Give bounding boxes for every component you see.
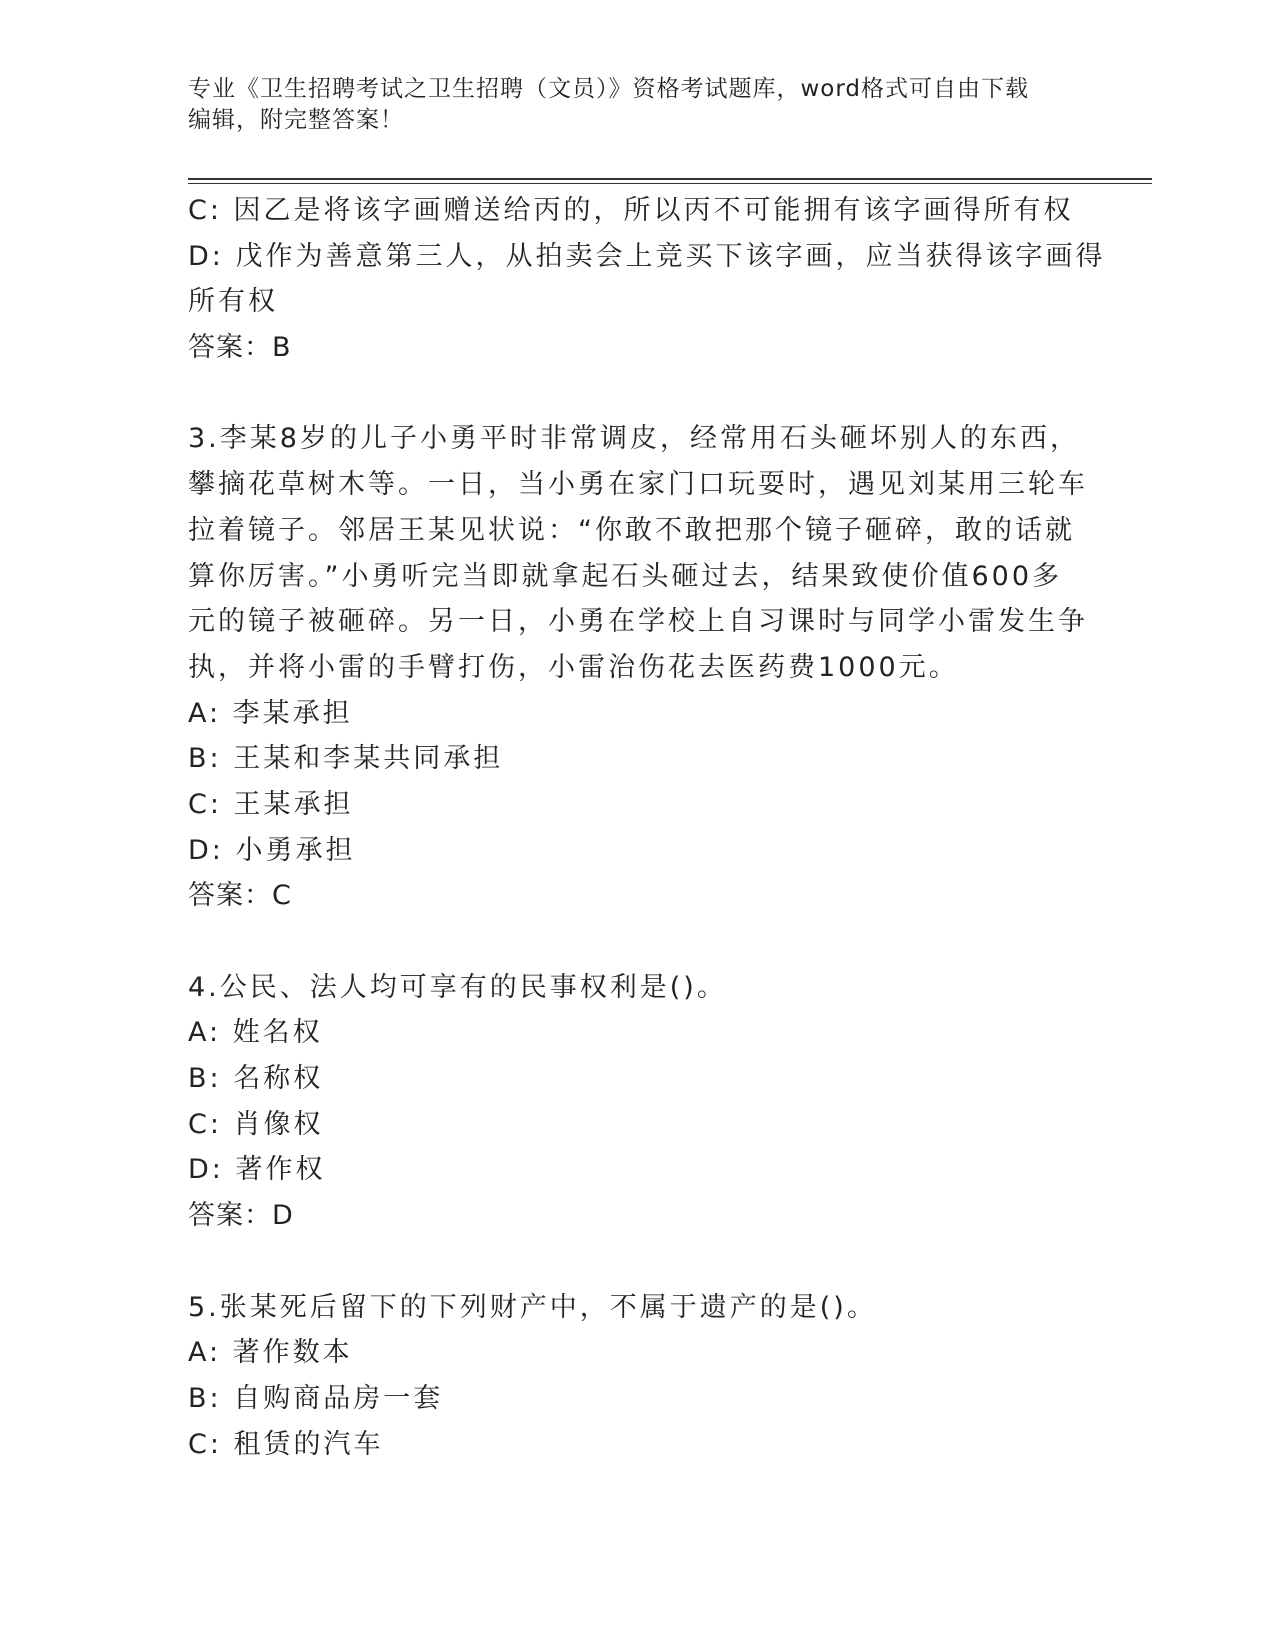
q3-answer: 答案：C (188, 880, 292, 912)
q3-stem-line: 3.李某8岁的儿子小勇平时非常调皮，经常用石头砸坏别人的东西， (188, 423, 1080, 455)
header-rule-thick (188, 178, 1152, 180)
q2-option-c: C: 因乙是将该字画赠送给丙的，所以丙不可能拥有该字画得所有权 (188, 195, 1074, 226)
q5-option-a: A: 著作数本 (188, 1337, 353, 1369)
q3-stem-line: 执，并将小雷的手臂打伤，小雷治伤花去医药费1000元。 (188, 651, 959, 683)
q4-option-a: A: 姓名权 (188, 1017, 323, 1049)
q3-stem-line: 算你厉害。”小勇听完当即就拿起石头砸过去，结果致使价值600多 (188, 560, 1063, 592)
question-content (188, 188, 1106, 1467)
q5-stem: 5.张某死后留下的下列财产中，不属于遗产的是()。 (188, 1291, 877, 1323)
q4-option-b: B: 名称权 (188, 1063, 324, 1095)
q4-option-c: C: 肖像权 (188, 1108, 324, 1140)
q2-option-d-cont: 所有权 (188, 286, 278, 318)
q5-option-b: B: 自购商品房一套 (188, 1382, 444, 1414)
q5-option-c: C: 租赁的汽车 (188, 1428, 384, 1460)
q2-answer: 答案：B (188, 332, 292, 364)
q3-option-d: D: 小勇承担 (188, 834, 356, 866)
document-header (188, 74, 1068, 136)
spacer (188, 919, 1088, 965)
q3-option-c: C: 王某承担 (188, 788, 354, 820)
q3-option-b: B: 王某和李某共同承担 (188, 743, 504, 775)
q4-option-d: D: 著作权 (188, 1154, 326, 1186)
q3-stem-line: 拉着镜子。邻居王某见状说：“你敢不敢把那个镜子砸碎，敢的话就 (188, 514, 1075, 546)
spacer (188, 371, 1088, 417)
header-line-2: 编辑，附完整答案！ (188, 107, 404, 133)
q3-option-a: A: 李某承担 (188, 697, 353, 729)
q4-stem: 4.公民、法人均可享有的民事权利是()。 (188, 971, 727, 1003)
header-rule-thin (188, 183, 1152, 184)
q3-stem-line: 攀摘花草树木等。一日，当小勇在家门口玩耍时，遇见刘某用三轮车 (188, 469, 1088, 501)
q3-stem-line: 元的镜子被砸碎。另一日，小勇在学校上自习课时与同学小雷发生争 (188, 606, 1088, 638)
q4-answer: 答案：D (188, 1200, 294, 1232)
header-line-1: 专业《卫生招聘考试之卫生招聘（文员）》资格考试题库，word格式可自由下载 (188, 76, 1030, 102)
spacer (188, 1239, 1088, 1285)
q2-option-d: D: 戊作为善意第三人，从拍卖会上竞买下该字画，应当获得该字画得 (188, 240, 1106, 272)
